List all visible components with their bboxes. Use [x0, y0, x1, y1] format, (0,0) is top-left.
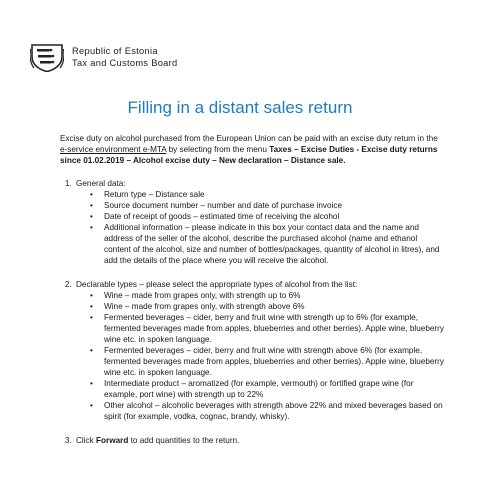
step-declarable-types: [74, 279, 446, 422]
list-item: • Source document number – number and date of purchase invoice: [104, 200, 446, 211]
list-item: • Wine – made from grapes only, with strength up to 6%: [104, 290, 446, 301]
list-item: • Other alcohol – alcoholic beverages with strength above 22% and mixed beverages based on spirit (for example, vodka, cognac, brandy, whisky).: [104, 400, 446, 422]
step-heading: General data:: [76, 179, 126, 188]
estonian-coat-of-arms-icon: [30, 42, 64, 72]
intro-text-1: Excise duty on alcohol purchased from the European Union can be paid with an excise duty return in the: [60, 134, 438, 143]
e-mta-link[interactable]: e-service environment e-MTA: [60, 145, 167, 154]
org-name-line1: Republic of Estonia: [72, 45, 158, 56]
menu-path: Taxes – Excise Duties - Excise duty returns since 01.02.2019 – Alcohol excise duty – New declaration – Distance sale.: [60, 145, 438, 165]
list-item: • Fermented beverages – cider, berry and fruit wine with strength up to 6% (for example, fermented beverages made from apples, blueberries and other berries). Apple wine, blueberry wine etc. in spoken language.: [104, 312, 446, 345]
org-name-line2: Tax and Customs Board: [72, 57, 178, 68]
list-item: • Additional information – please indicate in this box your contact data and the name and address of the seller of the alcohol, describe the purchased alcohol (name and ethanol content of the alcohol, size and number of bottles/packages, quantity of alcohol in litres), and add the details of the place where you will receive the alcohol.: [104, 222, 446, 266]
list-item: • Return type – Distance sale: [104, 189, 446, 200]
declarable-types-list: [76, 290, 446, 422]
page-header: [30, 40, 178, 74]
intro-paragraph: [60, 133, 446, 166]
organization-name: [72, 46, 178, 69]
list-item: • Fermented beverages – cider, berry and fruit wine with strength above 6% (for example, fermented beverages made from apples, blueberries and other berries). Apple wine, blueberry wine etc. in spoken language.: [104, 345, 446, 378]
list-item: • Intermediate product – aromatized (for example, vermouth) or fortified grape wine (for example, port wine) with strength up to 22%: [104, 378, 446, 400]
step-general-data: [74, 178, 446, 266]
document-body: [60, 133, 446, 446]
intro-text-2: by selecting from the menu: [166, 145, 270, 154]
step-heading: Declarable types – please select the appropriate types of alcohol from the list:: [76, 280, 358, 289]
step3-prefix: Click: [76, 436, 97, 445]
document-title: Filling in a distant sales return: [127, 98, 353, 117]
step-forward: [74, 435, 446, 446]
forward-label: Forward: [96, 436, 129, 445]
general-data-list: [76, 189, 446, 266]
list-item: • Date of receipt of goods – estimated time of receiving the alcohol: [104, 211, 446, 222]
step3-suffix: to add quantities to the return.: [128, 436, 240, 445]
steps-list: [60, 178, 446, 446]
list-item: • Wine – made from grapes only, with strength above 6%: [104, 301, 446, 312]
